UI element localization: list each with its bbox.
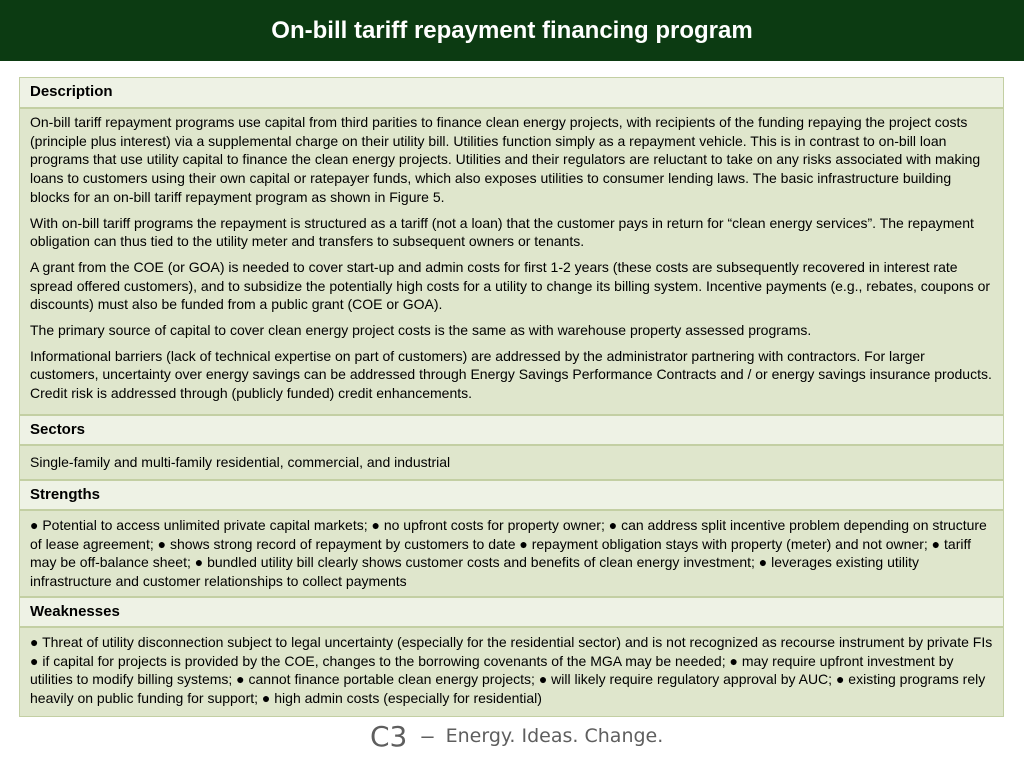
page-title: On-bill tariff repayment financing program: [271, 16, 753, 44]
footer-tagline: Energy. Ideas. Change.: [445, 725, 664, 747]
sectors-label: Sectors: [30, 420, 86, 438]
footer-separator: –: [421, 723, 434, 748]
c3-logo: C3: [370, 719, 408, 753]
weaknesses-header: [20, 598, 1003, 628]
strengths-label: Strengths: [30, 485, 101, 503]
sectors-header: [20, 416, 1003, 446]
sectors-text: Single-family and multi-family residential, commercial, and industrial: [30, 454, 451, 471]
description-label: Description: [30, 83, 113, 101]
weaknesses-body: [20, 628, 1003, 716]
strengths-body: [20, 511, 1003, 598]
strengths-header: [20, 481, 1003, 511]
footer-brand: [370, 718, 663, 754]
sectors-body: [20, 446, 1003, 481]
description-paragraph: A grant from the COE (or GOA) is needed to cover start-up and admin costs for first 1-2 years (these costs are subsequently recovered in interest rate spread offered customers), and to subsidize the potentially high costs for a utility to change its billing system. Incentive payments (e.g., rebates, coupons or discounts) must also be funded from a public grant (COE or GOA).: [30, 258, 991, 313]
description-paragraph: The primary source of capital to cover clean energy project costs is the same as with warehouse property assessed programs.: [30, 322, 812, 339]
program-table: [19, 77, 1004, 717]
description-header: [20, 78, 1003, 109]
description-paragraph: With on-bill tariff programs the repayment is structured as a tariff (not a loan) that the customer pays in return for “clean energy services”. The repayment obligation can thus tied to the utility meter and transfers to subsequent owners or tenants.: [30, 214, 974, 250]
weaknesses-text: ● Threat of utility disconnection subject to legal uncertainty (especially for the residential sector) and is not recognized as recourse instrument by private FIs ● if capital for projects is provided by the COE, changes to the borrowing covenants of the MGA may be needed; ● may require upfront investment by utilities to modify billing systems; ● cannot finance portable clean energy projects; ● will likely require regulatory approval by AUC; ● existing programs rely heavily on public funding for support; ● high admin costs (especially for residential): [30, 634, 993, 707]
strengths-text: ● Potential to access unlimited private capital markets; ● no upfront costs for property owner; ● can address split incentive problem depending on structure of lease agreement; ● shows strong record of repayment by customers to date ● repayment obligation stays with property (meter) and not owner; ● tariff may be off-balance sheet; ● bundled utility bill clearly shows customer costs and benefits of clean energy investment; ● leverages existing utility infrastructure and customer relationships to collect payments: [30, 517, 987, 590]
weaknesses-label: Weaknesses: [30, 602, 120, 620]
title-bar: [0, 0, 1024, 61]
description-paragraph: Informational barriers (lack of technical expertise on part of customers) are addressed by the administrator partnering with contractors. For larger customers, uncertainty over energy savings can be addressed through Energy Savings Performance Contracts and / or energy savings insurance products. Credit risk is addressed through (publicly funded) credit enhancements.: [30, 347, 992, 402]
description-body: [20, 109, 1003, 416]
description-paragraph: On-bill tariff repayment programs use capital from third parities to finance clean energy projects, with recipients of the funding repaying the project costs (principle plus interest) via a supplemental charge on their utility bill. Utilities function simply as a repayment vehicle. This is in contrast to on-bill loan programs that use utility capital to finance the clean energy projects. Utilities and their regulators are reluctant to take on any risks associated with making loans to customers using their own capital or ratepayer funds, which also exposes utilities to consumer lending laws. The basic infrastructure building blocks for an on-bill tariff repayment program as shown in Figure 5.: [30, 114, 981, 205]
